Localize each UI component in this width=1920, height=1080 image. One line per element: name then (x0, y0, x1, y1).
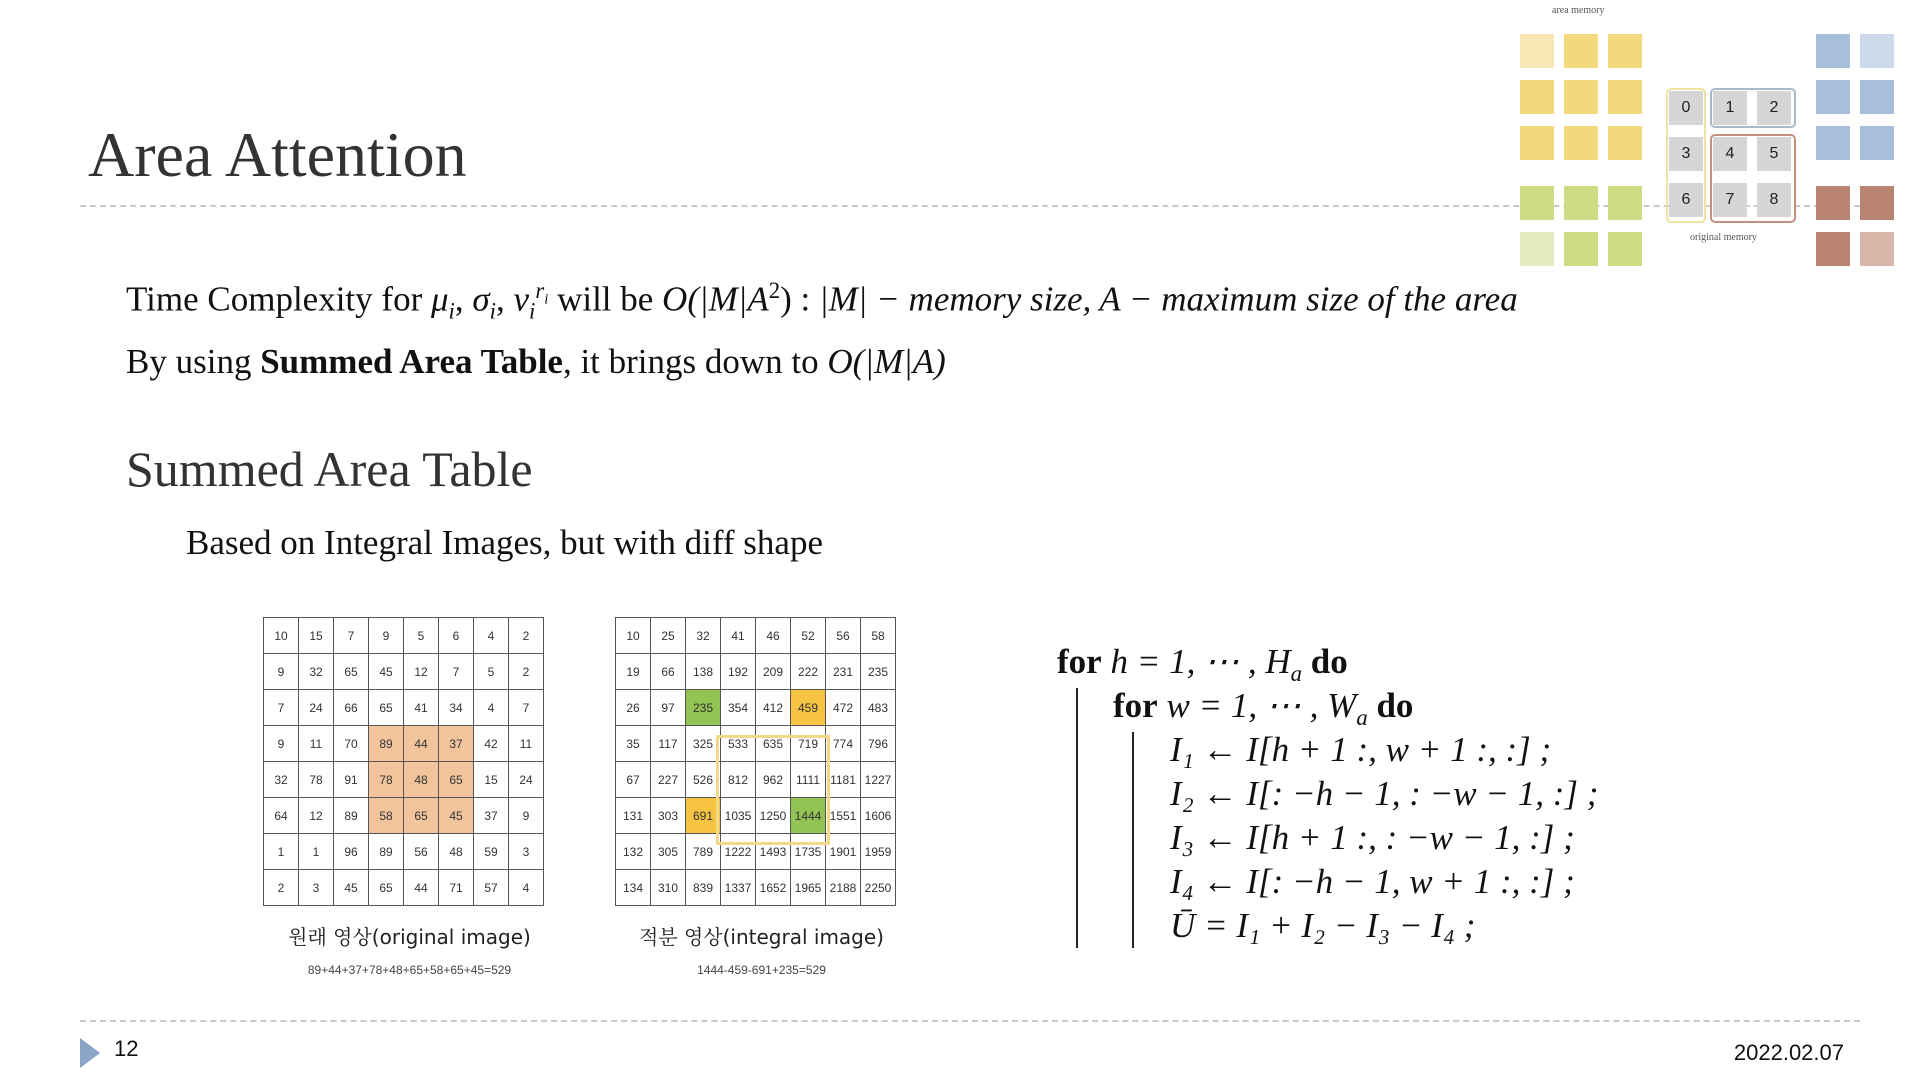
table-cell: 10 (616, 618, 651, 654)
table-cell: 1111 (791, 762, 826, 798)
table-cell: 45 (439, 798, 474, 834)
page-number: 12 (114, 1036, 139, 1061)
table-cell: 1901 (826, 834, 861, 870)
table-cell: 1035 (721, 798, 756, 834)
table-cell: 222 (791, 654, 826, 690)
table-cell: 962 (756, 762, 791, 798)
complexity-line: Time Complexity for $\mu_i$, $\sigma_i$, $\nu_i^{r_i}$ will be $O(|M|A^2)$ : |M| − memory size, A − maximum size of the area (126, 278, 1518, 324)
algo-line-i2: I₂ ← I[: −h − 1, : −w − 1, :] ; (1170, 774, 1599, 813)
table-cell: 1337 (721, 870, 756, 906)
table-cell: 65 (439, 762, 474, 798)
integral-region-box (716, 735, 830, 845)
area-cell (1564, 232, 1598, 266)
area-cell (1608, 34, 1642, 68)
table-cell: 25 (651, 618, 686, 654)
table-cell: 9 (264, 654, 299, 690)
memory-cell-2: 2 (1757, 91, 1791, 125)
table-cell: 37 (439, 726, 474, 762)
table-cell: 65 (369, 870, 404, 906)
table-cell: 65 (334, 654, 369, 690)
table-row (264, 690, 544, 726)
table-cell: 796 (861, 726, 896, 762)
table-cell: 1652 (756, 870, 791, 906)
table-cell: 7 (334, 618, 369, 654)
table-cell: 97 (651, 690, 686, 726)
table-cell: 41 (721, 618, 756, 654)
table-cell: 57 (474, 870, 509, 906)
memory-cell-1: 1 (1713, 91, 1747, 125)
table-cell: 354 (721, 690, 756, 726)
algo-line-i3: I₃ ← I[h + 1 :, : −w − 1, :] ; (1170, 818, 1575, 857)
table-cell: 19 (616, 654, 651, 690)
algo-outer-loop: for h = 1, ⋯ , $H_a$ do (1057, 642, 1348, 686)
table-cell: 472 (826, 690, 861, 726)
table-cell: 132 (616, 834, 651, 870)
area-cell (1564, 34, 1598, 68)
table-cell: 812 (721, 762, 756, 798)
original-image-table (263, 617, 544, 906)
table-cell: 41 (404, 690, 439, 726)
section-subtitle: Summed Area Table (126, 441, 533, 497)
table-cell: 483 (861, 690, 896, 726)
table-cell: 64 (264, 798, 299, 834)
table-cell: 58 (861, 618, 896, 654)
integral-images-note: Based on Integral Images, but with diff shape (186, 523, 823, 562)
algo-inner-bar (1132, 732, 1134, 948)
memory-cell-3: 3 (1669, 137, 1703, 171)
table-cell: 1735 (791, 834, 826, 870)
table-cell: 4 (474, 618, 509, 654)
table-cell: 52 (791, 618, 826, 654)
table-cell: 24 (509, 762, 544, 798)
table-cell: 1222 (721, 834, 756, 870)
table-cell: 1551 (826, 798, 861, 834)
table-cell: 9 (264, 726, 299, 762)
table-cell: 78 (369, 762, 404, 798)
memory-cell-0: 0 (1669, 91, 1703, 125)
table-cell: 4 (474, 690, 509, 726)
table-cell: 12 (299, 798, 334, 834)
original-memory-label: original memory (1690, 232, 1757, 243)
area-cell (1608, 80, 1642, 114)
table-cell: 44 (404, 726, 439, 762)
table-cell: 24 (299, 690, 334, 726)
table-cell: 46 (756, 618, 791, 654)
table-cell: 35 (616, 726, 651, 762)
area-cell (1860, 232, 1894, 266)
area-cell (1520, 186, 1554, 220)
area-cell (1860, 126, 1894, 160)
table-cell: 71 (439, 870, 474, 906)
algo-outer-bar (1076, 688, 1078, 948)
table-cell: 56 (826, 618, 861, 654)
slide-date: 2022.02.07 (1733, 1040, 1844, 1065)
area-cell (1816, 34, 1850, 68)
table-row (264, 726, 544, 762)
table-cell: 65 (404, 798, 439, 834)
table-cell: 719 (791, 726, 826, 762)
table-cell: 42 (474, 726, 509, 762)
table-cell: 1606 (861, 798, 896, 834)
table-cell: 67 (616, 762, 651, 798)
table-cell: 303 (651, 798, 686, 834)
area-cell (1816, 232, 1850, 266)
area-cell (1564, 80, 1598, 114)
table-cell: 227 (651, 762, 686, 798)
table-cell: 45 (369, 654, 404, 690)
area-cell (1564, 126, 1598, 160)
table-cell: 15 (299, 618, 334, 654)
table-cell: 11 (299, 726, 334, 762)
area-cell (1816, 126, 1850, 160)
area-cell (1520, 34, 1554, 68)
memory-cell-7: 7 (1713, 183, 1747, 217)
area-cell (1608, 126, 1642, 160)
table-cell: 3 (299, 870, 334, 906)
summed-area-line: By using Summed Area Table, it brings down to O(|M|A) (126, 342, 946, 381)
table-cell: 34 (439, 690, 474, 726)
table-cell: 32 (686, 618, 721, 654)
table-cell: 2 (509, 618, 544, 654)
table-cell: 44 (404, 870, 439, 906)
table-cell: 58 (369, 798, 404, 834)
table-cell: 117 (651, 726, 686, 762)
area-cell (1520, 126, 1554, 160)
table-cell: 15 (474, 762, 509, 798)
table-cell: 5 (474, 654, 509, 690)
table-cell: 1959 (861, 834, 896, 870)
table-cell: 96 (334, 834, 369, 870)
table-cell: 32 (264, 762, 299, 798)
area-cell (1520, 80, 1554, 114)
original-image-caption: 원래 영상(original image) (288, 925, 531, 949)
table-cell: 1 (299, 834, 334, 870)
original-image-formula: 89+44+37+78+48+65+58+65+45=529 (307, 963, 512, 977)
table-cell: 48 (404, 762, 439, 798)
table-cell: 66 (334, 690, 369, 726)
table-cell: 32 (299, 654, 334, 690)
area-cell (1608, 186, 1642, 220)
algo-line-i4: I₄ ← I[: −h − 1, w + 1 :, :] ; (1170, 862, 1575, 901)
table-cell: 89 (369, 834, 404, 870)
table-cell: 459 (791, 690, 826, 726)
table-cell: 209 (756, 654, 791, 690)
table-cell: 1181 (826, 762, 861, 798)
table-cell: 1227 (861, 762, 896, 798)
table-cell: 635 (756, 726, 791, 762)
table-cell: 89 (369, 726, 404, 762)
table-cell: 131 (616, 798, 651, 834)
table-cell: 65 (369, 690, 404, 726)
table-row (616, 690, 896, 726)
table-cell: 235 (861, 654, 896, 690)
table-cell: 526 (686, 762, 721, 798)
table-cell: 1493 (756, 834, 791, 870)
table-row (264, 618, 544, 654)
area-cell (1608, 232, 1642, 266)
table-cell: 11 (509, 726, 544, 762)
table-cell: 138 (686, 654, 721, 690)
table-cell: 59 (474, 834, 509, 870)
table-cell: 2250 (861, 870, 896, 906)
algo-line-i1: I₁ ← I[h + 1 :, w + 1 :, :] ; (1170, 730, 1552, 769)
table-cell: 5 (404, 618, 439, 654)
table-cell: 4 (509, 870, 544, 906)
area-cell (1816, 186, 1850, 220)
table-row (264, 870, 544, 906)
memory-cell-5: 5 (1757, 137, 1791, 171)
memory-cell-4: 4 (1713, 137, 1747, 171)
table-cell: 7 (264, 690, 299, 726)
area-cell (1860, 80, 1894, 114)
memory-cell-8: 8 (1757, 183, 1791, 217)
table-cell: 1965 (791, 870, 826, 906)
table-cell: 6 (439, 618, 474, 654)
slide-title: Area Attention (88, 119, 467, 190)
table-cell: 7 (509, 690, 544, 726)
table-cell: 37 (474, 798, 509, 834)
area-cell (1564, 186, 1598, 220)
table-row (616, 870, 896, 906)
table-cell: 1444 (791, 798, 826, 834)
table-row (264, 654, 544, 690)
area-cell (1520, 232, 1554, 266)
table-cell: 89 (334, 798, 369, 834)
table-cell: 10 (264, 618, 299, 654)
table-cell: 3 (509, 834, 544, 870)
table-cell: 325 (686, 726, 721, 762)
algo-inner-loop: for w = 1, ⋯ , $W_a$ do (1113, 686, 1414, 730)
table-cell: 839 (686, 870, 721, 906)
table-cell: 12 (404, 654, 439, 690)
table-cell: 1250 (756, 798, 791, 834)
play-arrow-icon (80, 1038, 100, 1068)
algo-line-u: Ū = I₁ + I₂ − I₃ − I₄ ; (1170, 906, 1476, 945)
table-cell: 45 (334, 870, 369, 906)
table-cell: 412 (756, 690, 791, 726)
table-cell: 235 (686, 690, 721, 726)
table-cell: 7 (439, 654, 474, 690)
table-row (264, 798, 544, 834)
table-cell: 533 (721, 726, 756, 762)
table-cell: 1 (264, 834, 299, 870)
table-cell: 91 (334, 762, 369, 798)
area-cell (1816, 80, 1850, 114)
table-cell: 2 (509, 654, 544, 690)
table-cell: 691 (686, 798, 721, 834)
table-cell: 789 (686, 834, 721, 870)
table-cell: 192 (721, 654, 756, 690)
area-cell (1860, 186, 1894, 220)
area-memory-label: area memory (1552, 5, 1605, 16)
table-cell: 9 (509, 798, 544, 834)
table-cell: 56 (404, 834, 439, 870)
table-cell: 66 (651, 654, 686, 690)
integral-image-formula: 1444-459-691+235=529 (697, 963, 826, 977)
integral-image-caption: 적분 영상(integral image) (638, 925, 884, 949)
table-cell: 134 (616, 870, 651, 906)
table-row (616, 618, 896, 654)
table-cell: 78 (299, 762, 334, 798)
table-cell: 774 (826, 726, 861, 762)
area-cell (1860, 34, 1894, 68)
table-row (616, 654, 896, 690)
table-cell: 310 (651, 870, 686, 906)
table-cell: 9 (369, 618, 404, 654)
table-cell: 2188 (826, 870, 861, 906)
table-cell: 305 (651, 834, 686, 870)
area-memory-diagram (1510, 0, 1920, 270)
footer-divider (80, 1020, 1860, 1022)
table-cell: 231 (826, 654, 861, 690)
table-cell: 26 (616, 690, 651, 726)
memory-cell-6: 6 (1669, 183, 1703, 217)
table-row (264, 834, 544, 870)
table-row (264, 762, 544, 798)
table-cell: 2 (264, 870, 299, 906)
table-cell: 48 (439, 834, 474, 870)
table-cell: 70 (334, 726, 369, 762)
